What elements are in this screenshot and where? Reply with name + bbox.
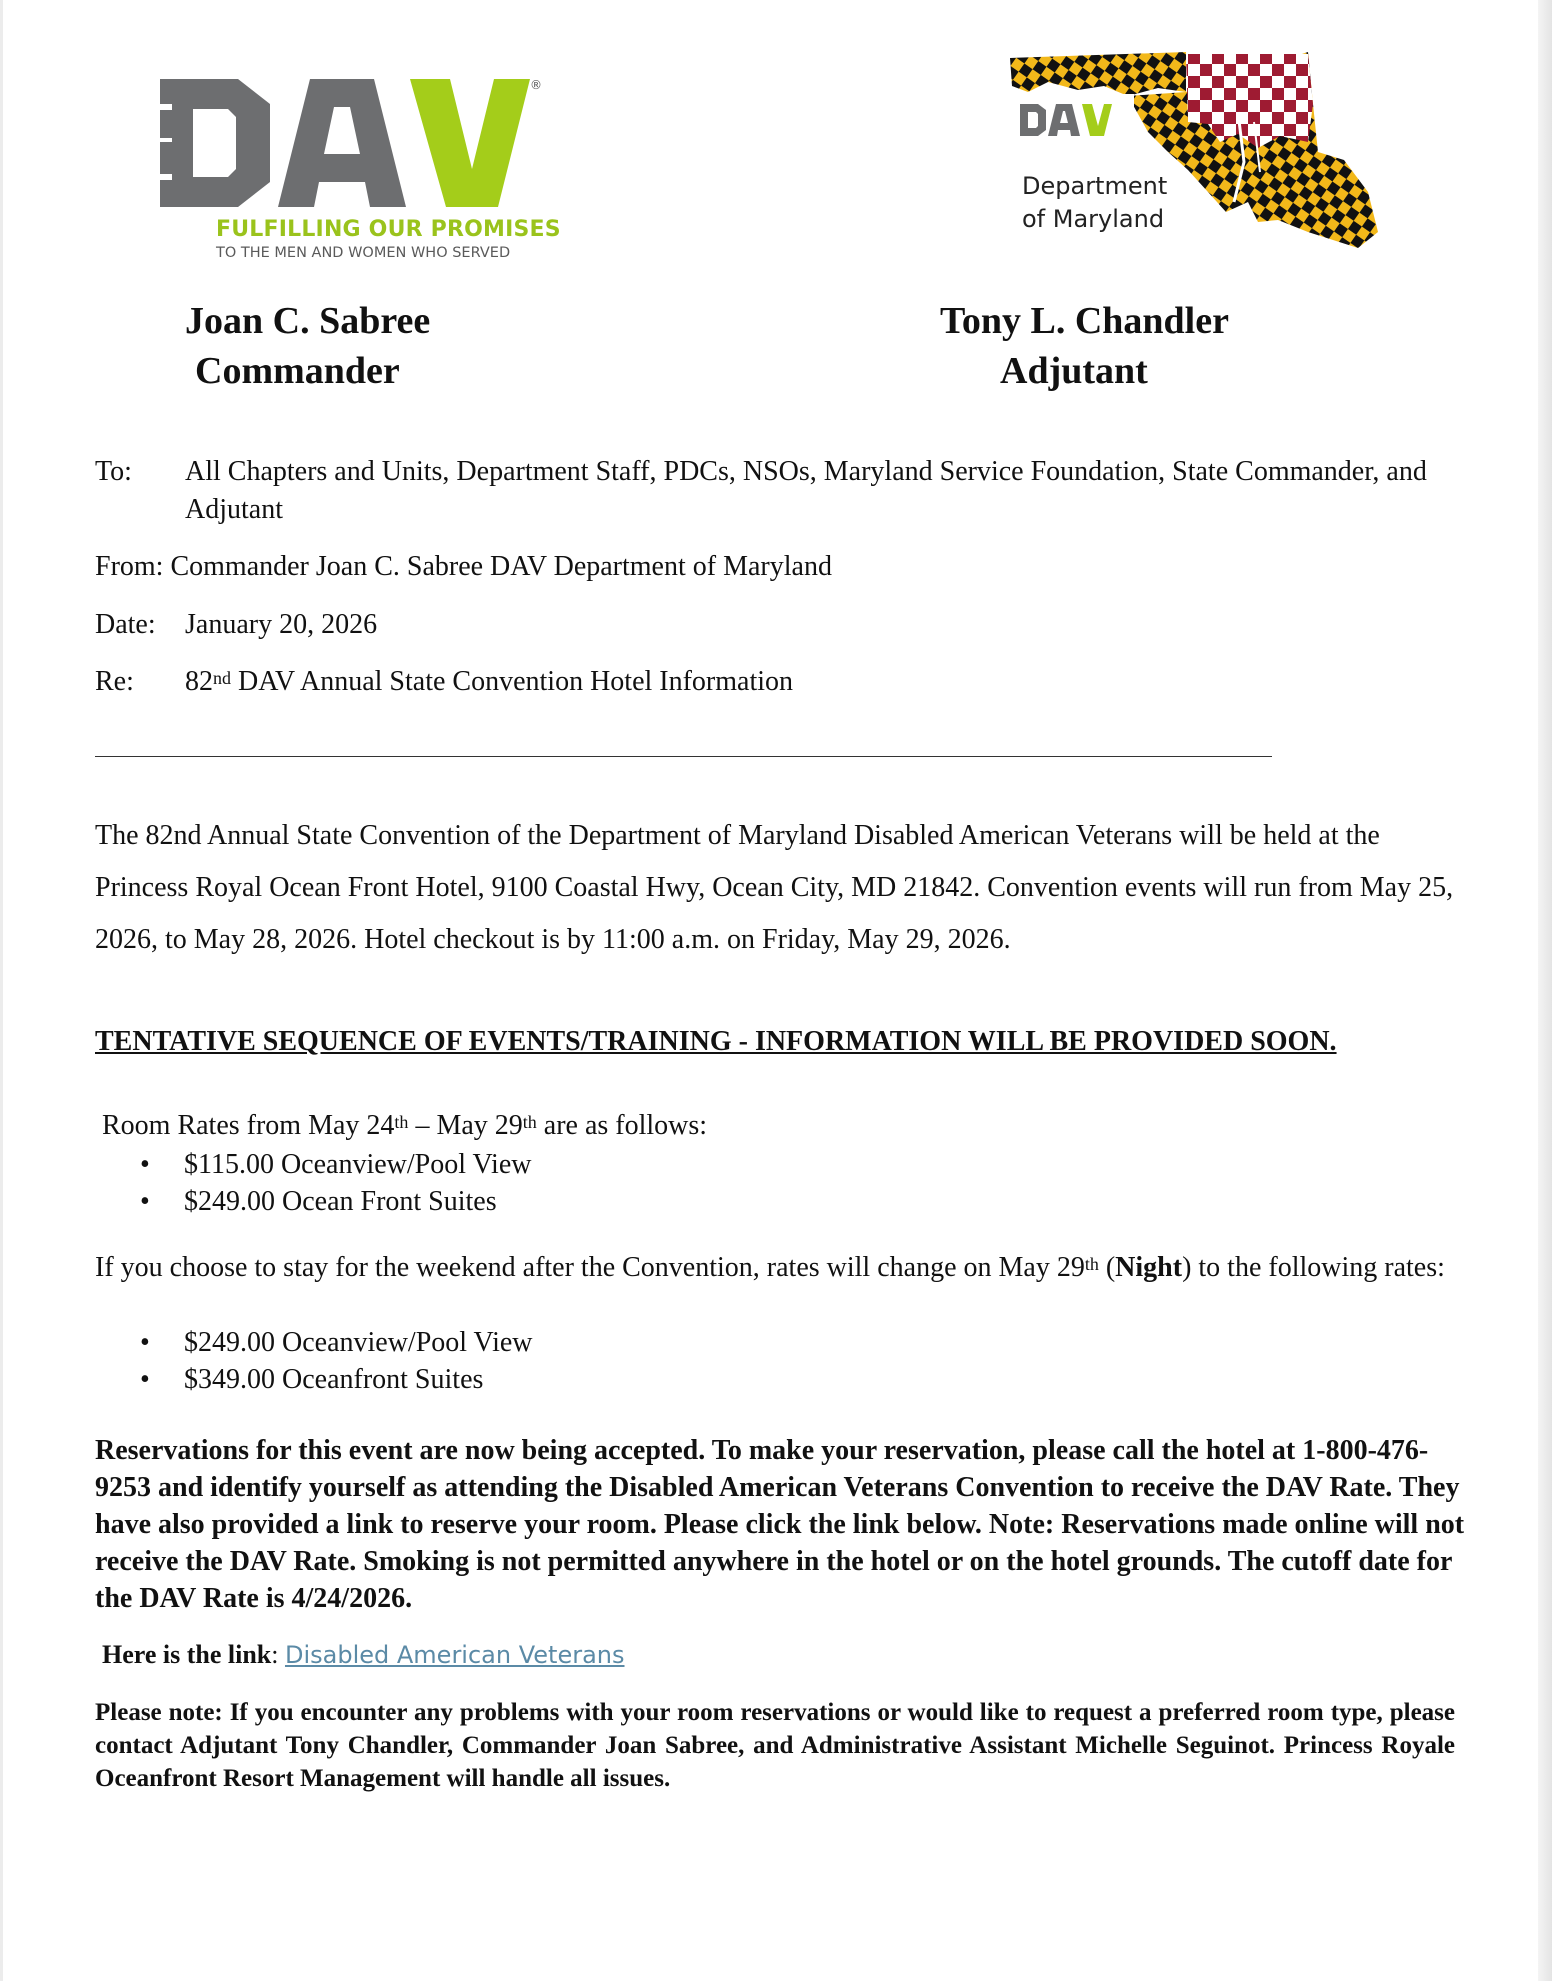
rates-text-c: are as follows:	[536, 1110, 708, 1141]
room-rates-heading	[102, 1107, 707, 1145]
re-subject	[185, 663, 793, 701]
department-line2: of Maryland	[1022, 205, 1165, 233]
registered-mark: ®	[530, 78, 542, 92]
weekend-sup: th	[1084, 1254, 1099, 1274]
dav-wordmark-graphic	[160, 74, 530, 209]
rate-oceanview: $115.00 Oceanview/Pool View	[184, 1149, 532, 1180]
bullet-icon: •	[140, 1186, 150, 1217]
logo-tagline: FULFILLING OUR PROMISES	[216, 217, 561, 242]
weekend-rate-suites: $349.00 Oceanfront Suites	[184, 1364, 484, 1395]
to-recipients: All Chapters and Units, Department Staff, PDCs, NSOs, Maryland Service Foundation, State Commander, and Adjutant	[185, 456, 1427, 525]
dav-maryland-logo	[1008, 52, 1388, 252]
department-line1: Department	[1022, 172, 1168, 200]
department-caption	[1022, 170, 1167, 236]
reservations-paragraph: Reservations for this event are now being accepted. To make your reservation, please call the hotel at 1-800-476-9253 and identify yourself as attending the Disabled American Veterans Convention to receive the DAV Rate. They have also provided a link to reserve your room. Please click the link below. Note: Reservations made online will not receive the DAV Rate. Smoking is not permitted anywhere in the hotel or on the hotel grounds. The cutoff date for the DAV Rate is 4/24/2026.	[95, 1435, 1465, 1614]
date-value: January 20, 2026	[185, 609, 378, 640]
page-left-edge	[0, 0, 3, 1981]
re-text: DAV Annual State Convention Hotel Information	[231, 666, 794, 697]
link-line	[102, 1637, 625, 1673]
rate-suites: $249.00 Ocean Front Suites	[184, 1186, 497, 1217]
to-label: To:	[95, 456, 132, 487]
weekend-text-c: ) to the following rates:	[1182, 1252, 1445, 1283]
adjutant-title: Adjutant	[1000, 350, 1148, 392]
weekend-rates-heading	[95, 1251, 1465, 1285]
bullet-icon: •	[140, 1327, 150, 1358]
logo-subtagline: TO THE MEN AND WOMEN WHO SERVED	[216, 245, 511, 261]
list-item	[140, 1324, 533, 1361]
bullet-icon: •	[140, 1364, 150, 1395]
weekend-text-a: If you choose to stay for the weekend after the Convention, rates will change on May 29	[95, 1252, 1085, 1283]
list-item	[140, 1183, 497, 1220]
please-note-paragraph: Please note: If you encounter any problems with your room reservations or would like to request a preferred room type, please contact Adjutant Tony Chandler, Commander Joan Sabree, and Administrative Assistant Michelle Seguinot. Princess Royale Oceanfront Resort Management will handle all issues.	[95, 1699, 1455, 1792]
re-ordinal: nd	[213, 668, 231, 688]
intro-paragraph: The 82nd Annual State Convention of the Department of Maryland Disabled American Veterans will be held at the Princess Royal Ocean Front Hotel, 9100 Coastal Hwy, Ocean City, MD 21842. Convention events will run from May 25, 2026, to May 28, 2026. Hotel checkout is by 11:00 a.m. on Friday, May 29, 2026.	[95, 820, 1454, 955]
link-label: Here is the link	[102, 1640, 272, 1669]
list-item	[140, 1361, 483, 1398]
adjutant-name: Tony L. Chandler	[940, 300, 1229, 342]
from-line: From: Commander Joan C. Sabree DAV Department of Maryland	[95, 551, 832, 582]
weekend-text-b: (	[1098, 1252, 1116, 1283]
bullet-icon: •	[140, 1149, 150, 1180]
header-divider	[95, 756, 1272, 757]
weekend-night: Night	[1115, 1252, 1183, 1283]
re-label: Re:	[95, 666, 134, 697]
page-right-edge	[1538, 0, 1552, 1981]
reservation-link[interactable]: Disabled American Veterans	[284, 1641, 625, 1669]
commander-name: Joan C. Sabree	[185, 300, 431, 342]
weekend-rate-oceanview: $249.00 Oceanview/Pool View	[184, 1327, 533, 1358]
date-label: Date:	[95, 609, 156, 640]
tentative-notice: TENTATIVE SEQUENCE OF EVENTS/TRAINING - INFORMATION WILL BE PROVIDED SOON.	[95, 1026, 1337, 1057]
commander-title: Commander	[195, 350, 400, 392]
rates-sup-b: th	[522, 1112, 537, 1132]
rates-text-a: Room Rates from May 24	[102, 1110, 395, 1141]
list-item	[140, 1146, 531, 1183]
rates-sup-a: th	[394, 1112, 409, 1132]
re-number: 82	[185, 666, 213, 697]
link-colon: :	[271, 1640, 285, 1669]
dav-national-logo	[160, 74, 561, 269]
rates-text-b: – May 29	[408, 1110, 523, 1141]
